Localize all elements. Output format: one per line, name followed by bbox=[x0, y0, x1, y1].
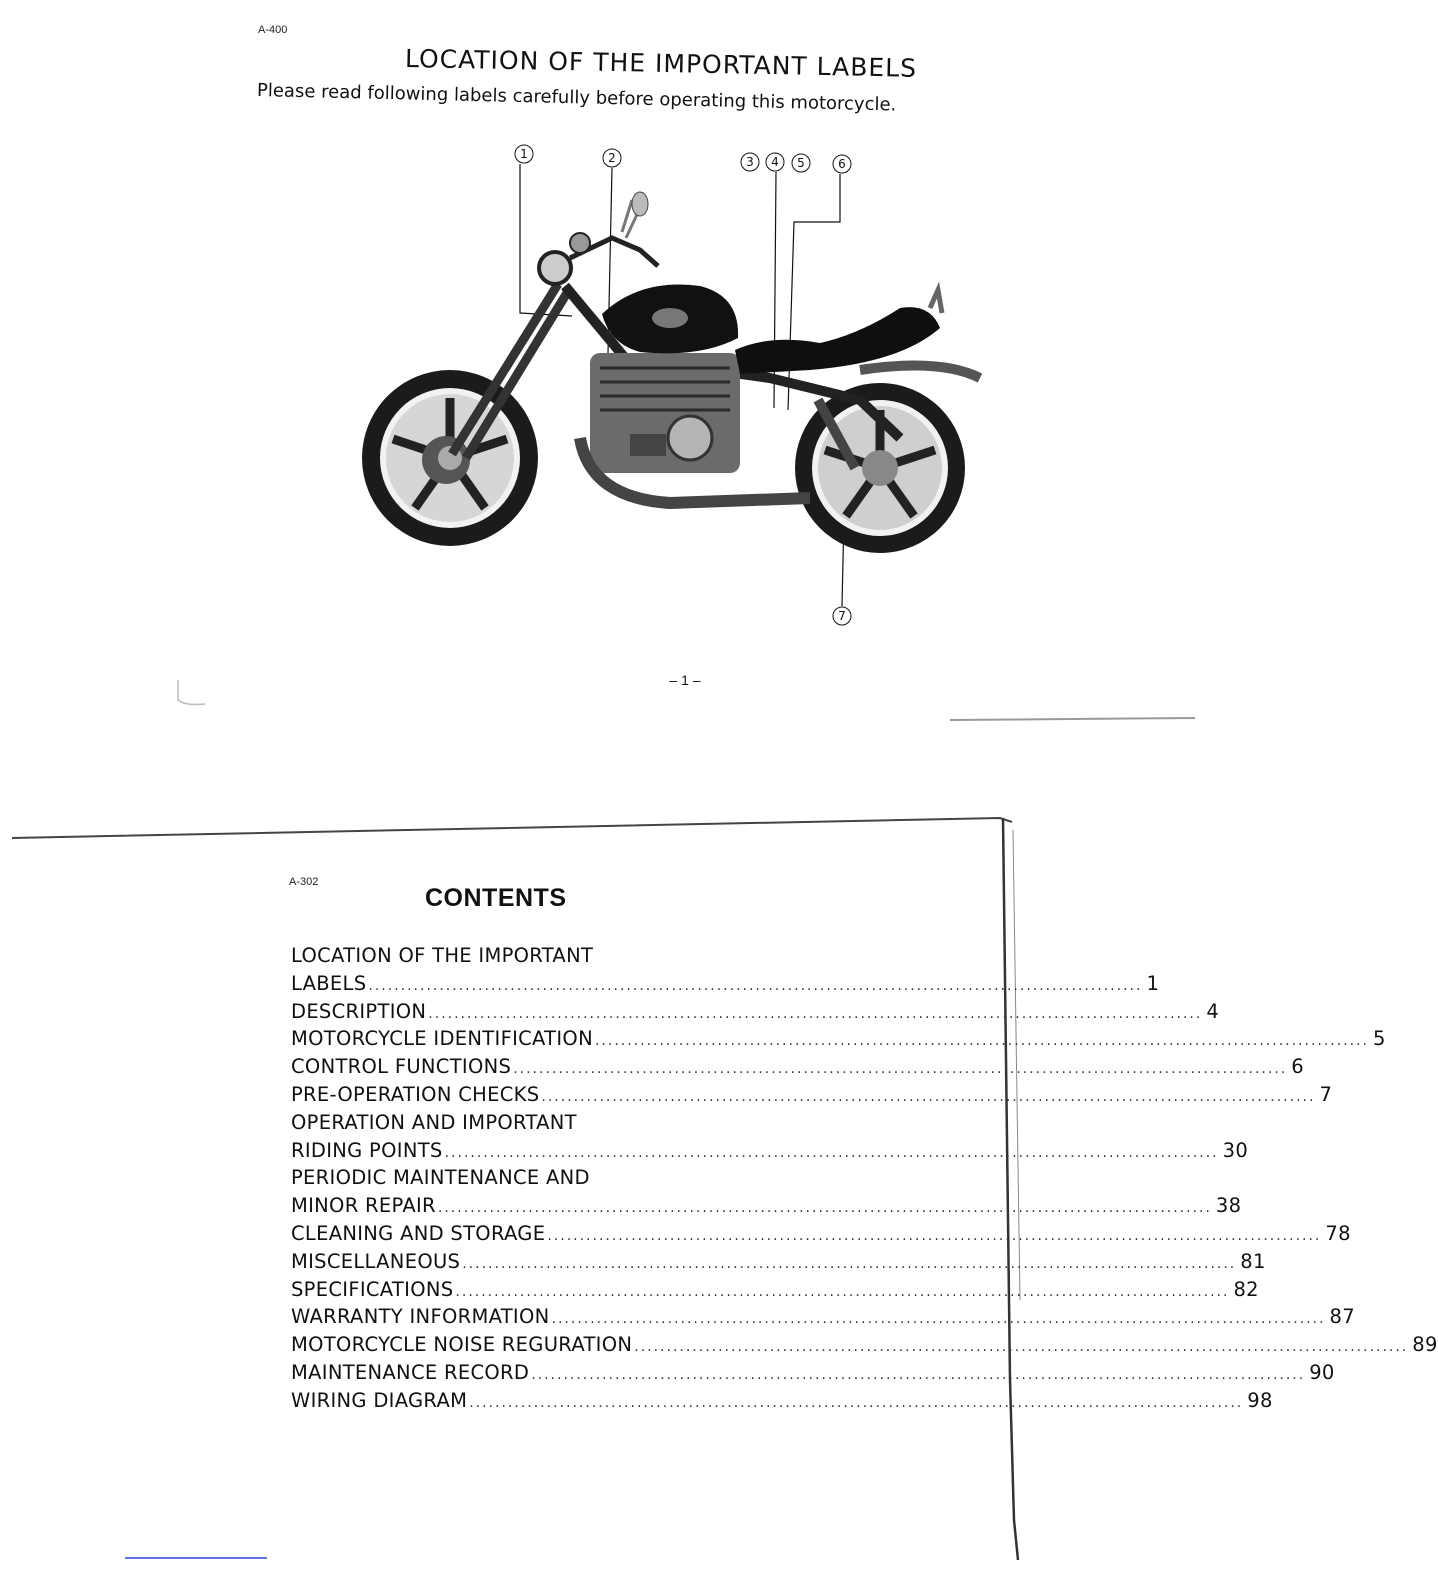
toc-entry-title: WIRING DIAGRAM bbox=[291, 1388, 468, 1412]
toc-leader-dots: ........................................................................................................................ bbox=[634, 1339, 1409, 1356]
callout-4-label: 4 bbox=[771, 155, 779, 169]
toc-page-number: 81 bbox=[1240, 1249, 1266, 1273]
callout-1-label: 1 bbox=[520, 147, 528, 161]
toc-leader-dots: ........................................................................................................................ bbox=[437, 1200, 1212, 1217]
toc-leader-dots: ........................................................................................................................ bbox=[368, 977, 1143, 994]
toc-page-number: 82 bbox=[1233, 1277, 1259, 1301]
toc-leader-dots: ........................................................................................................................ bbox=[551, 1311, 1326, 1328]
toc-entry-title: DESCRIPTION bbox=[291, 999, 427, 1023]
toc-entry bbox=[291, 1360, 1335, 1389]
toc-leader-dots: ........................................................................................................................ bbox=[547, 1227, 1322, 1244]
toc-entry-title: CONTROL FUNCTIONS bbox=[291, 1055, 512, 1079]
toc-entry bbox=[291, 1194, 1242, 1222]
toc-entry-title: MINOR REPAIR bbox=[291, 1194, 436, 1218]
toc-entry-title: PERIODIC MAINTENANCE AND bbox=[291, 1166, 590, 1190]
toc-leader-dots: ........................................................................................................................ bbox=[513, 1061, 1288, 1078]
callout-6 bbox=[833, 155, 851, 173]
toc-page-number: 89 bbox=[1412, 1333, 1438, 1357]
toc-entry-title: WARRANTY INFORMATION bbox=[291, 1305, 550, 1329]
toc-page-number: 5 bbox=[1373, 1027, 1386, 1051]
callout-2-label: 2 bbox=[608, 151, 616, 165]
toc-entry bbox=[291, 1305, 1355, 1333]
callout-7 bbox=[833, 607, 851, 625]
toc-entry bbox=[291, 1166, 727, 1194]
toc-entry-title: MOTORCYCLE IDENTIFICATION bbox=[291, 1027, 593, 1051]
toc-entry bbox=[291, 1221, 1351, 1250]
toc-entry bbox=[291, 1082, 1333, 1111]
callout-2 bbox=[603, 149, 621, 167]
front-wheel bbox=[362, 370, 538, 546]
toc-page-number: 87 bbox=[1329, 1305, 1355, 1329]
callout-3 bbox=[741, 153, 759, 171]
top-page-code: A-400 bbox=[258, 24, 288, 36]
contents-title: CONTENTS bbox=[425, 884, 567, 912]
toc-leader-dots: ........................................................................................................................ bbox=[531, 1366, 1306, 1383]
toc-page-number: 90 bbox=[1309, 1360, 1335, 1384]
toc-entry-title: RIDING POINTS bbox=[291, 1138, 443, 1162]
toc-page-number: 6 bbox=[1291, 1055, 1304, 1079]
toc-page-number: 38 bbox=[1215, 1194, 1242, 1218]
toc-entry bbox=[291, 944, 727, 972]
toc-entry-title: PRE-OPERATION CHECKS bbox=[291, 1082, 540, 1106]
toc-leader-dots: ........................................................................................................................ bbox=[428, 1005, 1203, 1022]
toc-page-number: 98 bbox=[1247, 1388, 1273, 1412]
toc-entry bbox=[291, 1277, 1259, 1306]
toc-entry bbox=[291, 1111, 727, 1139]
toc-page-number: 1 bbox=[1146, 971, 1160, 995]
toc-leader-dots: ........................................................................................................................ bbox=[541, 1088, 1316, 1105]
toc-entry bbox=[291, 971, 1160, 1000]
toc-entry-title: LOCATION OF THE IMPORTANT bbox=[291, 944, 594, 967]
toc-entry bbox=[291, 1138, 1249, 1167]
toc-page-number: 30 bbox=[1222, 1138, 1249, 1162]
toc-entry-title: LABELS bbox=[291, 971, 367, 995]
page-title: LOCATION OF THE IMPORTANT LABELS bbox=[404, 44, 918, 83]
toc-entry bbox=[291, 1388, 1273, 1417]
callout-5 bbox=[792, 154, 810, 172]
toc-entry-title: SPECIFICATIONS bbox=[291, 1277, 454, 1301]
headlight bbox=[539, 252, 571, 284]
toc-entry bbox=[291, 1055, 1304, 1083]
toc-page-number: 4 bbox=[1206, 999, 1220, 1023]
callout-7-label: 7 bbox=[838, 609, 846, 623]
toc-leader-dots: ........................................................................................................................ bbox=[455, 1283, 1230, 1300]
callout-3-label: 3 bbox=[746, 155, 754, 169]
callout-5-label: 5 bbox=[797, 156, 805, 170]
toc-entry-title: CLEANING AND STORAGE bbox=[291, 1221, 546, 1245]
toc-entry bbox=[291, 1027, 1386, 1055]
table-of-contents bbox=[291, 944, 1438, 1417]
toc-leader-dots: ........................................................................................................................ bbox=[469, 1394, 1244, 1411]
toc-page-number: 78 bbox=[1325, 1221, 1351, 1245]
toc-entry-title: MISCELLANEOUS bbox=[291, 1249, 461, 1273]
toc-entry bbox=[291, 999, 1220, 1028]
toc-leader-dots: ........................................................................................................................ bbox=[462, 1255, 1237, 1272]
callout-4 bbox=[766, 153, 784, 171]
page-subtitle: Please read following labels carefully before operating this motorcycle. bbox=[256, 80, 897, 116]
page-number: – 1 – bbox=[669, 672, 701, 688]
toc-entry-title: MAINTENANCE RECORD bbox=[291, 1360, 530, 1384]
toc-entry bbox=[291, 1249, 1266, 1278]
toc-leader-dots: ........................................................................................................................ bbox=[444, 1144, 1219, 1161]
engine bbox=[590, 353, 740, 473]
toc-entry bbox=[291, 1333, 1438, 1361]
toc-entry-title: MOTORCYCLE NOISE REGURATION bbox=[291, 1333, 633, 1357]
bottom-page-code: A-302 bbox=[289, 876, 319, 888]
toc-entry-title: OPERATION AND IMPORTANT bbox=[291, 1110, 577, 1134]
toc-page-number: 7 bbox=[1319, 1082, 1333, 1106]
callout-1 bbox=[515, 145, 533, 163]
motorcycle-illustration bbox=[340, 138, 1000, 638]
callout-6-label: 6 bbox=[838, 157, 846, 171]
toc-leader-dots: ........................................................................................................................ bbox=[594, 1033, 1370, 1050]
